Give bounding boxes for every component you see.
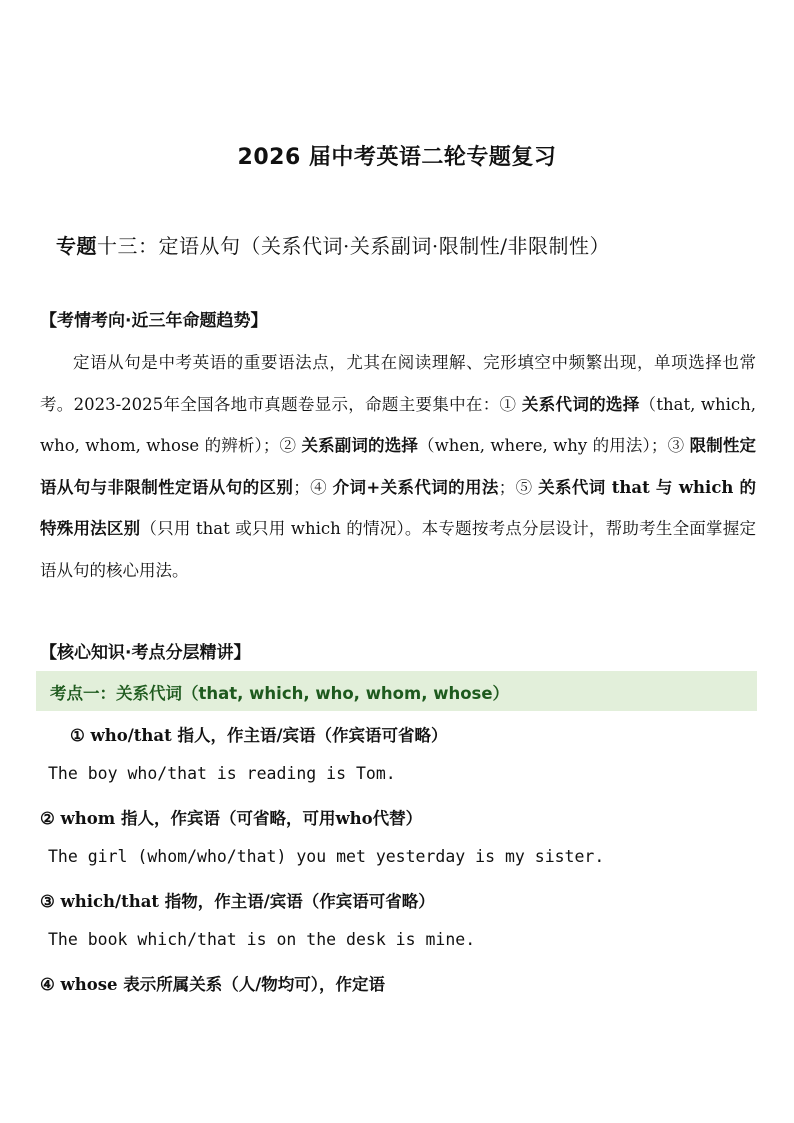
kaodian-title: 考点一：关系代词（that, which, who, whom, whose） [50, 684, 510, 703]
section-heading-core: 【核心知识·考点分层精讲】 [40, 643, 251, 663]
para-bold: 关系代词 that 与 which 的特殊用法区别 [40, 477, 756, 538]
para-text: ；⑤ [498, 477, 539, 497]
rule-item: ④ whose 表示所属关系（人/物均可），作定语 [40, 975, 386, 994]
trend-paragraph [40, 342, 756, 591]
rule-item: ② whom 指人，作宾语（可省略，可用who代替） [40, 809, 423, 828]
document-title: 2026 届中考英语二轮专题复习 [237, 145, 557, 170]
example-sentence: The book which/that is on the desk is mine. [48, 930, 476, 949]
example-sentence: The girl (whom/who/that) you met yesterday is my sister. [48, 847, 605, 866]
kaodian-banner [36, 671, 757, 711]
example-sentence: The boy who/that is reading is Tom. [48, 764, 396, 783]
para-bold: 关系代词的选择 [521, 394, 640, 414]
para-text: （that, which, who, whom, whose 的辨析）；② [40, 394, 757, 455]
para-bold: 限制性定语从句与非限制性定语从句的区别 [40, 436, 757, 497]
rule-item: ③ which/that 指物，作主语/宾语（作宾语可省略） [40, 892, 435, 911]
section-heading-trends: 【考情考向·近三年命题趋势】 [40, 311, 268, 331]
subtitle-lead: 专题 [56, 234, 97, 258]
para-bold: 介词+关系代词的用法 [332, 477, 499, 497]
para-text: （when, where, why 的用法）；③ [417, 436, 690, 455]
subtitle-rest: 十三：定语从句（关系代词·关系副词·限制性/非限制性） [97, 234, 610, 258]
para-bold: 关系副词的选择 [301, 436, 418, 455]
topic-subtitle [56, 230, 756, 259]
para-text: 定语从句是中考英语的重要语法点，尤其在阅读理解、完形填空中频繁出现，单项选择也常考。2023-2025年全国各地市真题卷显示，命题主要集中在：① [40, 353, 756, 414]
para-text: ；④ [293, 477, 333, 497]
rule-item: ① who/that 指人，作主语/宾语（作宾语可省略） [70, 726, 448, 745]
para-text: （只用 that 或只用 which 的情况）。本专题按考点分层设计，帮助考生全面掌握定语从句的核心用法。 [40, 519, 756, 580]
